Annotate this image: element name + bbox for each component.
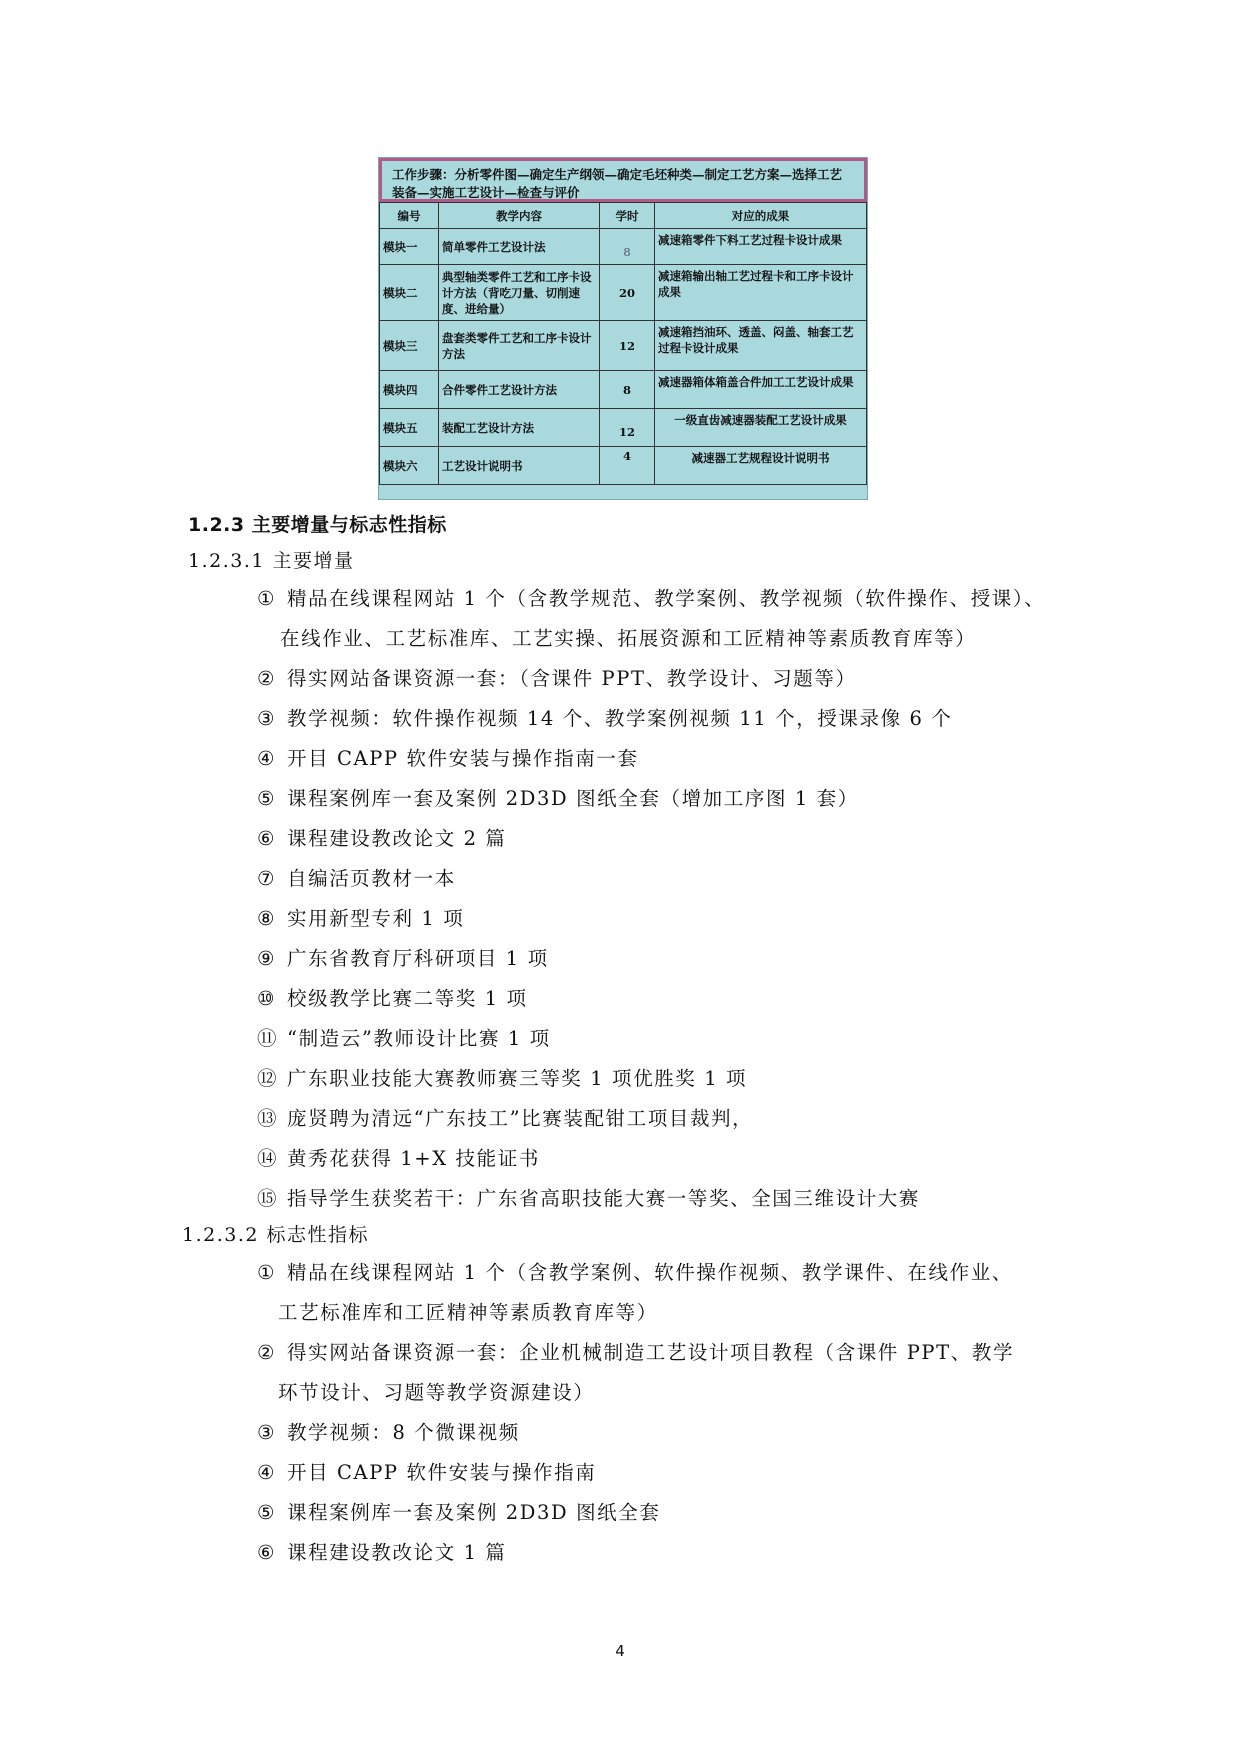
list-item [257,663,857,691]
item-number: ⑤ [257,1501,277,1524]
item-text: 广东职业技能大赛教师赛三等奖 1 项优胜奖 1 项 [287,1067,748,1090]
list-item [257,783,859,811]
item-text: 黄秀花获得 1+X 技能证书 [287,1147,540,1170]
table-row [380,265,867,321]
row-id: 模块二 [380,265,439,321]
item-text: 庞贤聘为清远“广东技工”比赛装配钳工项目裁判， [287,1107,754,1130]
row-content: 简单零件工艺设计法 [439,229,600,265]
item-number: ② [257,1341,277,1364]
subsection-title-indicators: 1.2.3.2 标志性指标 [182,1224,370,1246]
item-text: 校级教学比赛二等奖 1 项 [287,987,528,1010]
item-number: ⑨ [257,947,277,970]
item-number: ② [257,667,277,690]
row-hours: 20 [600,265,655,321]
col-header-content: 教学内容 [439,203,600,229]
module-table-image [378,157,868,500]
item-text: 精品在线课程网站 1 个（含教学案例、软件操作视频、教学课件、在线作业、 [287,1261,1013,1284]
item-number: ① [257,1261,277,1284]
list-item-continuation: 环节设计、习题等教学资源建设） [278,1381,595,1404]
list-item [257,983,528,1011]
item-number: ⑫ [257,1067,279,1090]
table-row [380,371,867,409]
list-item [257,1143,540,1171]
item-number: ③ [257,707,277,730]
row-content: 典型轴类零件工艺和工序卡设计方法（背吃刀量、切削速度、进给量） [439,265,600,321]
row-result: 一级直齿减速器装配工艺设计成果 [655,409,867,447]
item-text: 得实网站备课资源一套：（含课件 PPT、教学设计、习题等） [287,667,857,690]
list-item [257,1337,1014,1365]
item-text: “制造云”教师设计比赛 1 项 [287,1027,551,1050]
list-item [257,1497,660,1525]
item-number: ③ [257,1421,277,1444]
item-text: 课程案例库一套及案例 2D3D 图纸全套（增加工序图 1 套） [287,787,859,810]
list-item [257,943,549,971]
row-hours: 8 [600,371,655,409]
table-row [380,409,867,447]
row-content: 工艺设计说明书 [439,447,600,485]
item-number: ⑦ [257,867,277,890]
item-number: ⑧ [257,907,277,930]
page-number: 4 [615,1642,625,1660]
item-text: 课程建设教改论文 2 篇 [287,827,507,850]
list-item [257,583,1045,611]
item-text: 教学视频：8 个微课视频 [287,1421,520,1444]
list-item [257,1257,1013,1285]
item-text: 精品在线课程网站 1 个（含教学规范、教学案例、教学视频（软件操作、授课）、 [287,587,1046,610]
item-text: 自编活页教材一本 [287,867,456,890]
item-number: ⑥ [257,827,277,850]
item-text: 得实网站备课资源一套：企业机械制造工艺设计项目教程（含课件 PPT、教学 [287,1341,1015,1364]
list-item [257,903,464,931]
work-steps-header: 工作步骤：分析零件图—确定生产纲领—确定毛坯种类—制定工艺方案—选择工艺装备—实施工艺设计—检查与评价 [379,158,867,202]
row-id: 模块四 [380,371,439,409]
row-id: 模块三 [380,321,439,371]
list-item-continuation: 在线作业、工艺标准库、工艺实操、拓展资源和工匠精神等素质教育库等） [280,627,977,650]
item-text: 开目 CAPP 软件安装与操作指南 [287,1461,597,1484]
row-id: 模块五 [380,409,439,447]
item-text: 课程案例库一套及案例 2D3D 图纸全套 [287,1501,661,1524]
item-number: ⑬ [257,1107,279,1130]
item-number: ④ [257,1461,277,1484]
item-number: ⑤ [257,787,277,810]
item-text: 指导学生获奖若干：广东省高职技能大赛一等奖、全国三维设计大赛 [287,1187,921,1210]
item-number: ⑥ [257,1541,277,1564]
list-item [257,1417,520,1445]
section-title: 1.2.3 主要增量与标志性指标 [188,514,447,536]
row-content: 盘套类零件工艺和工序卡设计方法 [439,321,600,371]
list-item-continuation: 工艺标准库和工匠精神等素质教育库等） [278,1301,658,1324]
row-result: 减速箱输出轴工艺过程卡和工序卡设计成果 [655,265,867,321]
list-item [257,1023,551,1051]
list-item [257,703,952,731]
item-number: ⑮ [257,1187,279,1210]
col-header-result: 对应的成果 [655,203,867,229]
col-header-id: 编号 [380,203,439,229]
list-item [257,1183,920,1211]
row-result: 减速箱挡油环、透盖、闷盖、轴套工艺过程卡设计成果 [655,321,867,371]
list-item [257,1063,747,1091]
row-hours: 4 [600,447,655,485]
row-content: 装配工艺设计方法 [439,409,600,447]
item-number: ① [257,587,277,610]
subsection-title-increments: 1.2.3.1 主要增量 [188,550,355,572]
row-hours: 12 [600,321,655,371]
item-text: 广东省教育厅科研项目 1 项 [287,947,549,970]
table-row [380,447,867,485]
item-number: ⑭ [257,1147,279,1170]
list-item [257,823,507,851]
row-hours: 12 [600,409,655,447]
item-text: 教学视频：软件操作视频 14 个、教学案例视频 11 个，授课录像 6 个 [287,707,953,730]
row-hours: 8 [600,229,655,265]
col-header-hours: 学时 [600,203,655,229]
list-item [257,1537,507,1565]
row-result: 减速箱零件下料工艺过程卡设计成果 [655,229,867,265]
item-text: 课程建设教改论文 1 篇 [287,1541,507,1564]
list-item [257,1103,753,1131]
row-result: 减速器工艺规程设计说明书 [655,447,867,485]
table-row [380,321,867,371]
module-table [379,202,867,485]
item-text: 开目 CAPP 软件安装与操作指南一套 [287,747,639,770]
table-row [380,229,867,265]
item-number: ⑪ [257,1027,279,1050]
list-item [257,1457,596,1485]
row-result: 减速器箱体箱盖合件加工工艺设计成果 [655,371,867,409]
list-item [257,863,456,891]
item-number: ⑩ [257,987,277,1010]
row-id: 模块一 [380,229,439,265]
table-header-row [380,203,867,229]
list-item [257,743,639,771]
item-text: 实用新型专利 1 项 [287,907,465,930]
row-id: 模块六 [380,447,439,485]
row-content: 合件零件工艺设计方法 [439,371,600,409]
item-number: ④ [257,747,277,770]
